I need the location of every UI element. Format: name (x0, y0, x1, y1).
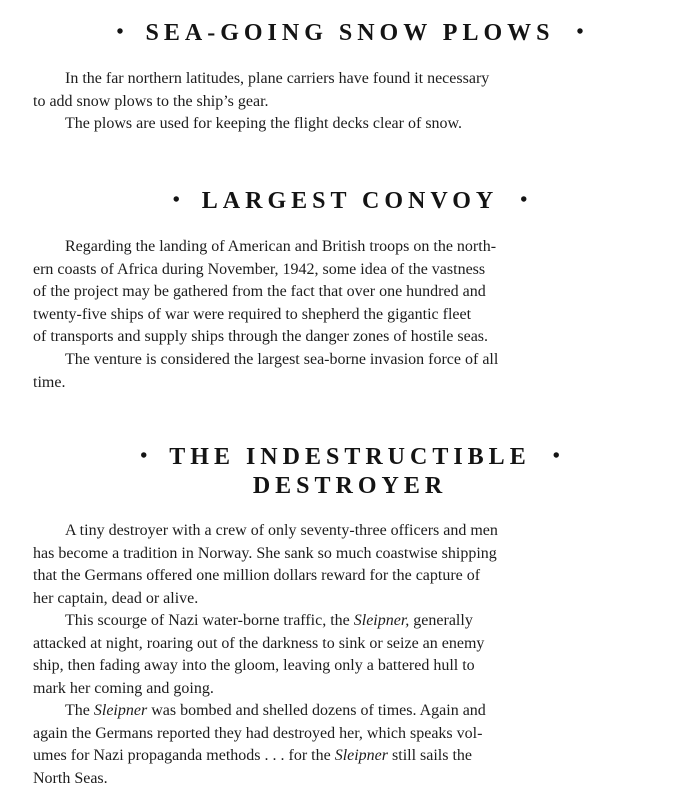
paragraph-destroyer-3 (33, 700, 655, 790)
bullet-right: • (552, 445, 560, 467)
text-line: Regarding the landing of American and British troops on the north- (65, 238, 497, 255)
text-segment: The (65, 702, 94, 719)
section-heading-snow-plows (0, 17, 700, 48)
bullet-right: • (520, 189, 528, 211)
paragraph-destroyer-1 (33, 520, 655, 610)
text-line: attacked at night, roaring out of the darkness to sink or seize an enemy (33, 634, 485, 652)
text-line: time. (33, 373, 66, 391)
heading-text: LARGEST CONVOY (201, 188, 499, 214)
text-segment: This scourge of Nazi water-borne traffic, the (65, 612, 354, 629)
text-segment: was bombed and shelled dozens of times. Again and (147, 702, 486, 719)
heading-text-line-1: THE INDESTRUCTIBLE (169, 444, 531, 470)
text-line: again the Germans reported they had destroyed her, which speaks vol- (33, 724, 483, 742)
text-segment: umes for Nazi propaganda methods . . . for the (33, 747, 335, 765)
text-line: twenty-five ships of war were required to shepherd the gigantic fleet (33, 305, 472, 323)
text-line: A tiny destroyer with a crew of only seventy-three officers and men (65, 522, 498, 539)
text-line: mark her coming and going. (33, 679, 214, 697)
paragraph-snow-plows-1 (33, 68, 655, 113)
text-line: ern coasts of Africa during November, 1942, some idea of the vastness (33, 260, 486, 278)
section-heading-indestructible-destroyer (0, 441, 700, 472)
section-heading-destroyer-line-2 (0, 471, 700, 501)
paragraph-snow-plows-2 (33, 113, 655, 136)
text-line: The plows are used for keeping the flight decks clear of snow. (65, 115, 463, 132)
heading-text-line-2: DESTROYER (252, 473, 448, 499)
bullet-left: • (172, 189, 180, 211)
text-line: The venture is considered the largest sea-borne invasion force of all (65, 351, 499, 368)
ship-name: Sleipner (334, 747, 389, 765)
bullet-right: • (576, 21, 584, 43)
text-segment: still sails the (388, 747, 473, 765)
bullet-left: • (116, 21, 124, 43)
ship-name: Sleipner, (353, 612, 410, 629)
text-line: In the far northern latitudes, plane carriers have found it necessary (65, 70, 490, 87)
text-line: ship, then fading away into the gloom, leaving only a battered hull to (33, 657, 475, 675)
ship-name: Sleipner (93, 702, 148, 719)
text-line (33, 700, 655, 723)
text-segment: generally (409, 612, 473, 629)
heading-text: SEA-GOING SNOW PLOWS (145, 20, 555, 46)
text-line: North Seas. (33, 769, 108, 787)
paragraph-convoy-2 (33, 349, 655, 394)
text-line (33, 745, 655, 768)
section-heading-largest-convoy (0, 185, 700, 216)
bullet-left: • (140, 445, 148, 467)
paragraph-convoy-1 (33, 236, 655, 349)
text-line (33, 610, 655, 633)
text-line: of the project may be gathered from the fact that over one hundred and (33, 283, 486, 301)
text-line: her captain, dead or alive. (33, 589, 199, 607)
text-line: that the Germans offered one million dollars reward for the capture of (33, 567, 481, 585)
text-line: has become a tradition in Norway. She sank so much coastwise shipping (33, 544, 497, 562)
text-line: of transports and supply ships through the danger zones of hostile seas. (33, 328, 489, 346)
paragraph-destroyer-2 (33, 610, 655, 700)
text-line: to add snow plows to the ship’s gear. (33, 92, 269, 110)
